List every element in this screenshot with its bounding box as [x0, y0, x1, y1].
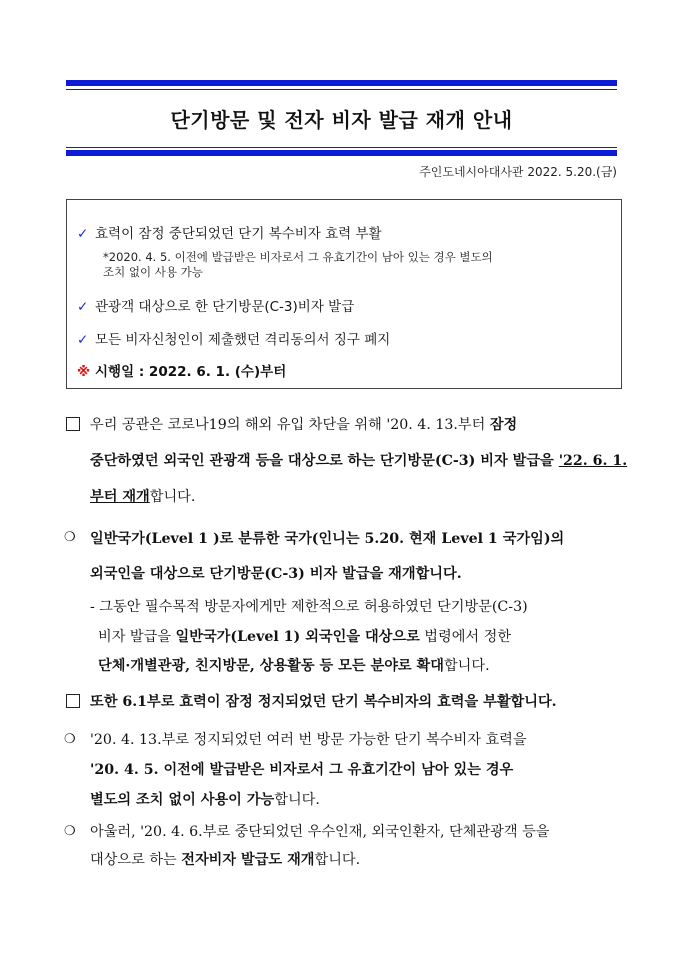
p5-l3-text: 합니다.	[274, 792, 320, 808]
paragraph-1-line-2	[90, 450, 627, 470]
p3-l3-bold: 단체·개별관광, 친지방문, 상용활동 등 모든 분야로 확대	[98, 658, 444, 674]
paragraph-3-line-2	[98, 626, 511, 646]
summary-note-line-2: 조치 없이 사용 가능	[103, 265, 203, 279]
p6-l2-text-c: 합니다.	[314, 852, 361, 868]
p5-l3-bold: 별도의 조치 없이 사용이 가능	[90, 792, 275, 808]
effective-date-text: 시행일 : 2022. 6. 1. (수)부터	[95, 364, 287, 380]
p1-l2-text-b: 비자 발급을	[480, 453, 559, 469]
paragraph-1-line-3	[90, 486, 195, 506]
summary-item-2	[77, 295, 354, 315]
p1-l1-bold: 잠정	[489, 417, 518, 433]
p3-l2-bold: 일반국가(Level 1) 외국인을 대상으로	[175, 629, 420, 645]
paragraph-4-line-1: 또한 6.1부로 효력이 잠정 정지되었던 단기 복수비자의 효력을 부활합니다.	[90, 694, 557, 710]
summary-item-3	[77, 328, 390, 348]
top-rule-thin	[66, 89, 617, 90]
p3-l3-text: 합니다.	[443, 658, 490, 674]
paragraph-6-line-1: 아울러, '20. 4. 6.부로 중단되었던 우수인재, 외국인환자, 단체관광객 등을	[90, 824, 550, 840]
p1-l3-text: 합니다.	[149, 489, 196, 505]
summary-item-1	[77, 222, 382, 242]
summary-item-3-text: 모든 비자신청인이 제출했던 격리동의서 징구 폐지	[95, 332, 391, 348]
summary-note-line-1: *2020. 4. 5. 이전에 발급받은 비자로서 그 유효기간이 남아 있는 경우 별도의	[103, 250, 493, 264]
summary-box	[66, 199, 622, 389]
check-icon: ✓	[77, 299, 89, 315]
paragraph-3-line-1: - 그동안 필수목적 방문자에게만 제한적으로 허용하였던 단기방문(C-3)	[90, 599, 528, 615]
paragraph-6-line-2	[90, 849, 360, 869]
circle-bullet-icon: ❍	[64, 732, 76, 747]
bottom-rule-thick	[66, 150, 617, 156]
paragraph-2-line-1: 일반국가(Level 1 )로 분류한 국가(인니는 5.20. 현재 Level 1 국가임)의	[90, 531, 565, 547]
p3-l2-text-c: 법령에서 정한	[419, 629, 512, 645]
p6-l2-text: 대상으로 하는	[90, 852, 182, 868]
title-block	[66, 80, 617, 156]
square-bullet-icon	[66, 417, 80, 431]
paragraph-2-line-2: 외국인을 대상으로 단기방문(C-3) 비자 발급을 재개합니다.	[90, 566, 462, 582]
circle-bullet-icon: ❍	[64, 530, 76, 545]
bottom-rule-thin	[66, 147, 617, 148]
check-icon: ✓	[77, 332, 89, 348]
reference-mark-icon: ※	[77, 364, 91, 380]
paragraph-3-line-3	[98, 655, 490, 675]
effective-date-line	[77, 360, 286, 380]
check-icon: ✓	[77, 226, 89, 242]
summary-item-2-text: 관광객 대상으로 한 단기방문(C-3)비자 발급	[95, 299, 355, 315]
issuer-date: 주인도네시아대사관 2022. 5.20.(금)	[419, 165, 617, 179]
circle-bullet-icon: ❍	[64, 824, 76, 839]
p1-l2-underlined-date: '22. 6. 1.	[558, 453, 628, 469]
paragraph-5-line-1: '20. 4. 13.부로 정지되었던 여러 번 방문 가능한 단기 복수비자 효력을	[90, 732, 527, 748]
p1-l1-text: 우리 공관은 코로나19의 해외 유입 차단을 위해 '20. 4. 13.부터	[90, 417, 490, 433]
paragraph-5-line-3	[90, 789, 320, 809]
document-title: 단기방문 및 전자 비자 발급 재개 안내	[170, 108, 513, 132]
p1-l3-underlined: 부터 재개	[90, 489, 150, 505]
summary-note	[103, 250, 613, 280]
top-rule-thick	[66, 80, 617, 86]
summary-item-1-text: 효력이 잠정 중단되었던 단기 복수비자 효력 부활	[95, 226, 382, 242]
p3-l2-text: 비자 발급을	[98, 629, 176, 645]
p6-l2-bold: 전자비자 발급도 재개	[181, 852, 315, 868]
square-bullet-icon	[66, 694, 80, 708]
p1-l2-text: 중단하였던 외국인 관광객 등을 대상으로 하는 단기방문(C-3)	[90, 453, 481, 469]
paragraph-1-line-1	[90, 414, 517, 434]
paragraph-5-line-2: '20. 4. 5. 이전에 발급받은 비자로서 그 유효기간이 남아 있는 경우	[90, 762, 514, 778]
